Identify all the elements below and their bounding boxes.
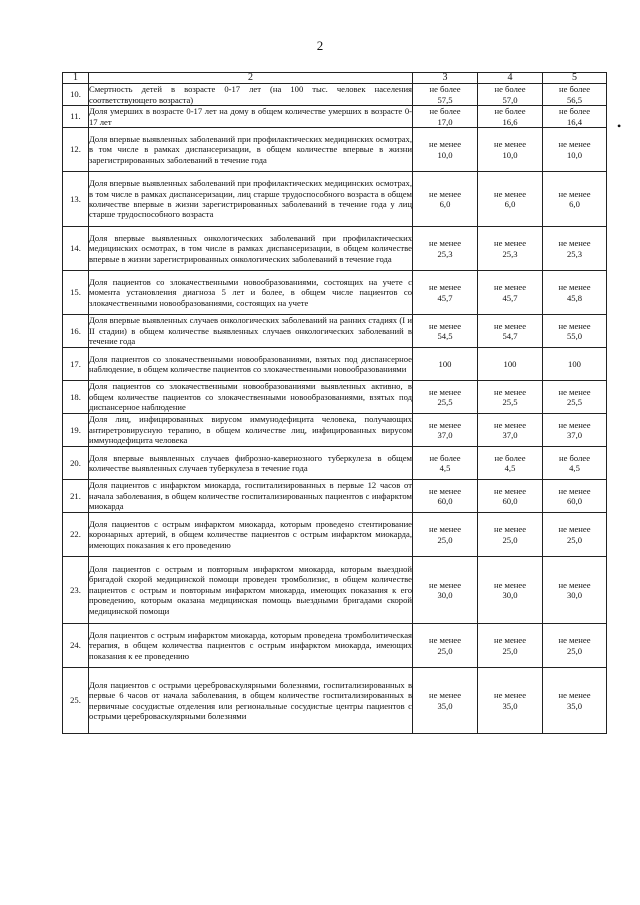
value-number: 57,5 [437, 94, 453, 105]
indicator-value-3 [413, 480, 478, 513]
value-number: 45,8 [566, 292, 583, 303]
value-number: 25,0 [437, 534, 453, 545]
row-number: 23. [63, 557, 89, 624]
value-qualifier: не более [558, 84, 591, 95]
value-number: 35,0 [566, 700, 583, 711]
indicator-value-5 [543, 557, 607, 624]
indicator-value-5 [543, 315, 607, 348]
indicator-description: Доля впервые выявленных случаев фиброзно-кавернозного туберкулеза в общем количестве выявленных случаев туберкулеза в течение года [89, 447, 413, 480]
value-qualifier: не менее [558, 282, 591, 293]
value-number: 25,5 [437, 397, 453, 407]
row-number: 11. [63, 106, 89, 128]
value-qualifier: не более [429, 452, 461, 463]
value-number: 25,0 [502, 534, 518, 545]
value-number: 37,0 [566, 430, 583, 440]
indicator-value-3 [413, 172, 478, 227]
value-qualifier: не менее [428, 579, 462, 590]
row-number: 10. [63, 84, 89, 106]
indicator-description: Доля впервые выявленных заболеваний при профилактических медицинских осмотрах, в том числе в рамках диспансеризации, в общем количестве впервые в жизни зарегистрированных заболеваний в течение года [89, 128, 413, 172]
table-row [63, 557, 607, 624]
indicator-value-4 [478, 414, 543, 447]
value-qualifier: не менее [558, 579, 591, 590]
row-number: 17. [63, 348, 89, 381]
indicator-value-3 [413, 381, 478, 414]
indicator-value-3 [413, 513, 478, 557]
value-number: 4,5 [439, 463, 451, 473]
row-number: 21. [63, 480, 89, 513]
header-cell: 3 [413, 73, 478, 84]
indicator-description: Доля умерших в возрасте 0-17 лет на дому в общем количестве умерших в возрасте 0-17 лет [89, 106, 412, 127]
value-number: 100 [503, 358, 517, 369]
value-number: 100 [438, 358, 452, 369]
indicator-value-3 [413, 624, 478, 668]
indicator-value-3 [413, 128, 478, 172]
value-number: 25,0 [437, 645, 453, 656]
indicator-value-5 [543, 271, 607, 315]
value-number: 55,0 [566, 331, 583, 341]
value-qualifier: не менее [493, 690, 527, 701]
value-qualifier: не менее [558, 524, 591, 535]
value-qualifier: не менее [493, 188, 527, 199]
value-qualifier: не менее [558, 635, 591, 646]
indicator-value-4 [478, 348, 543, 381]
value-number: 4,5 [504, 463, 516, 473]
table-row [63, 227, 607, 271]
value-number: 17,0 [437, 116, 453, 127]
value-qualifier: не менее [428, 690, 462, 701]
indicator-value-4 [478, 557, 543, 624]
indicator-value-5 [543, 624, 607, 668]
indicator-value-4 [478, 668, 543, 734]
value-qualifier: не менее [428, 139, 462, 150]
indicator-value-3 [413, 557, 478, 624]
value-qualifier: не менее [428, 485, 462, 496]
indicator-value-4 [478, 513, 543, 557]
value-qualifier: не менее [428, 282, 462, 293]
value-number: 57,0 [502, 94, 518, 105]
table-row [63, 271, 607, 315]
indicator-value-3 [413, 414, 478, 447]
indicator-description: Доля пациентов со злокачественными новообразованиями, взятых под диспансерное наблюдение, в общем количестве пациентов со злокачественными новообразованиями [89, 348, 413, 381]
value-qualifier: не менее [428, 188, 462, 199]
value-qualifier: не менее [493, 139, 527, 150]
table-row [63, 172, 607, 227]
indicator-value-4 [478, 84, 543, 106]
indicator-value-4 [478, 447, 543, 480]
indicator-value-5 [543, 447, 607, 480]
table-row [63, 414, 607, 447]
value-qualifier: не менее [428, 386, 462, 397]
indicator-value-5 [543, 348, 607, 381]
indicator-value-3 [413, 447, 478, 480]
value-qualifier: не менее [428, 635, 462, 646]
indicator-value-4 [478, 624, 543, 668]
margin-mark: • [617, 119, 622, 133]
indicator-description: Доля лиц, инфицированных вирусом иммунодефицита человека, получающих антиретровирусную терапию, в общем количестве лиц, инфицированных вирусом иммунодефицита человека [89, 414, 412, 446]
table-row [63, 480, 607, 513]
value-qualifier: не менее [558, 690, 591, 701]
value-number: 25,0 [566, 534, 583, 545]
indicator-description: Доля пациентов с острым и повторным инфарктом миокарда, которым выездной бригадой скорой медицинской помощи проведен тромболизис, в общем количестве пациентов с острым и повторным инфарктом миокарда, имеющих показания к его проведению, которым оказана медицинская помощь выездными бригадами скорой медицинской помощи [89, 557, 413, 624]
value-number: 30,0 [502, 590, 518, 600]
value-number: 35,0 [502, 700, 518, 711]
header-cell: 1 [63, 73, 89, 84]
row-number: 25. [63, 668, 89, 734]
value-number: 10,0 [437, 149, 453, 160]
value-number: 16,6 [502, 116, 518, 127]
row-number: 15. [63, 271, 89, 315]
value-number: 54,5 [437, 331, 453, 341]
value-qualifier: не более [429, 106, 461, 117]
value-qualifier: не менее [428, 524, 462, 535]
value-number: 45,7 [437, 292, 453, 303]
value-number: 60,0 [502, 496, 518, 506]
value-number: 10,0 [502, 149, 518, 160]
value-qualifier: не менее [428, 320, 462, 331]
value-qualifier: не менее [558, 139, 591, 150]
indicator-value-3 [413, 348, 478, 381]
value-qualifier: не менее [493, 524, 527, 535]
table-row [63, 128, 607, 172]
value-number: 4,5 [569, 463, 580, 473]
value-number: 25,0 [502, 645, 518, 656]
indicator-value-5 [543, 172, 607, 227]
indicator-value-5 [543, 414, 607, 447]
indicator-description: Доля пациентов со злокачественными новообразованиями выявленных активно, в общем количестве пациентов со злокачественными новообразованиями, взятых под диспансерное наблюдение [89, 381, 412, 413]
value-number: 6,0 [504, 199, 516, 209]
indicator-value-5 [543, 227, 607, 271]
indicator-value-3 [413, 668, 478, 734]
value-qualifier: не менее [493, 419, 527, 430]
row-number: 22. [63, 513, 89, 557]
value-qualifier: не менее [558, 188, 591, 199]
indicator-description: Доля впервые выявленных случаев онкологических заболеваний на ранних стадиях (I и II стадии) в общем количестве выявленных случаев онкологических заболеваний в течение года [89, 315, 412, 347]
value-number: 6,0 [439, 199, 451, 209]
indicator-value-5 [543, 513, 607, 557]
value-number: 37,0 [437, 430, 453, 440]
value-number: 16,4 [566, 116, 583, 127]
value-number: 25,3 [502, 248, 518, 259]
row-number: 19. [63, 414, 89, 447]
value-number: 35,0 [437, 700, 453, 711]
indicator-value-5 [543, 668, 607, 734]
indicator-value-5 [543, 381, 607, 414]
indicator-value-3 [413, 106, 478, 128]
value-number: 25,3 [566, 248, 583, 259]
indicator-description: Доля впервые выявленных заболеваний при профилактических медицинских осмотрах, в том числе в рамках диспансеризации, лиц старше трудоспособного возраста в общем количестве впервые в жизни зарегистрированных заболеваний в течение года у лиц старше трудоспособного возраста [89, 172, 413, 227]
indicator-value-5 [543, 106, 607, 128]
indicator-value-5 [543, 128, 607, 172]
value-qualifier: не менее [558, 386, 591, 397]
table-row [63, 447, 607, 480]
indicator-description: Доля пациентов с инфарктом миокарда, госпитализированных в первые 12 часов от начала заболевания, в общем количестве госпитализированных пациентов с инфарктом миокарда [89, 480, 412, 512]
indicator-description: Доля пациентов со злокачественными новообразованиями, состоящих на учете с момента установления диагноза 5 лет и более, в общем числе пациентов со злокачественными новообразованиями, состоящих на учете [89, 271, 413, 315]
value-qualifier: не менее [493, 282, 527, 293]
value-number: 56,5 [566, 94, 583, 105]
value-qualifier: не более [558, 106, 591, 117]
value-qualifier: не менее [493, 579, 527, 590]
row-number: 14. [63, 227, 89, 271]
value-number: 37,0 [502, 430, 518, 440]
header-cell: 2 [89, 73, 413, 84]
row-number: 24. [63, 624, 89, 668]
row-number: 12. [63, 128, 89, 172]
value-number: 30,0 [437, 590, 453, 600]
value-qualifier: не более [429, 84, 461, 95]
row-number: 16. [63, 315, 89, 348]
value-qualifier: не менее [493, 238, 527, 249]
indicator-value-4 [478, 172, 543, 227]
value-qualifier: не менее [558, 485, 591, 496]
indicator-description: Доля впервые выявленных онкологических заболеваний при профилактических медицинских осмотрах, в том числе в рамках диспансеризации, в общем количестве впервые в жизни зарегистрированных онкологических заболеваний в течение года [89, 227, 413, 271]
header-row [63, 73, 607, 84]
value-number: 25,3 [437, 248, 453, 259]
indicator-value-4 [478, 227, 543, 271]
indicator-value-5 [543, 480, 607, 513]
value-qualifier: не менее [428, 238, 462, 249]
table-row [63, 315, 607, 348]
table-row [63, 668, 607, 734]
table-row [63, 84, 607, 106]
indicator-value-4 [478, 271, 543, 315]
indicator-value-3 [413, 271, 478, 315]
value-number: 54,7 [502, 331, 518, 341]
value-number: 60,0 [566, 496, 583, 506]
value-number: 30,0 [566, 590, 583, 600]
header-cell: 4 [478, 73, 543, 84]
value-qualifier: не более [494, 452, 526, 463]
indicator-value-3 [413, 315, 478, 348]
value-qualifier: не менее [428, 419, 462, 430]
value-qualifier: не менее [493, 635, 527, 646]
page-number: 2 [316, 38, 324, 53]
row-number: 20. [63, 447, 89, 480]
indicator-value-4 [478, 128, 543, 172]
indicator-description: Смертность детей в возрасте 0-17 лет (на 100 тыс. человек населения соответствующего возраста) [89, 84, 412, 105]
value-qualifier: не более [494, 84, 526, 95]
value-qualifier: не менее [493, 485, 527, 496]
value-qualifier: не более [494, 106, 526, 117]
value-qualifier: не менее [558, 320, 591, 331]
value-number: 45,7 [502, 292, 518, 303]
value-number: 6,0 [569, 199, 580, 209]
indicator-value-3 [413, 84, 478, 106]
table-row [63, 381, 607, 414]
value-number: 25,5 [566, 397, 583, 407]
indicator-value-4 [478, 106, 543, 128]
table-row [63, 513, 607, 557]
value-number: 25,5 [502, 397, 518, 407]
indicator-description: Доля пациентов с острыми цереброваскулярными болезнями, госпитализированных в первые 6 часов от начала заболевания, в общем количестве госпитализированных в первичные сосудистые отделения или региональные сосудистые центры пациентов с острыми цереброваскулярными болезнями [89, 668, 413, 734]
indicator-value-4 [478, 315, 543, 348]
indicator-value-3 [413, 227, 478, 271]
indicator-value-4 [478, 381, 543, 414]
value-qualifier: не менее [493, 386, 527, 397]
indicator-value-4 [478, 480, 543, 513]
value-number: 25,0 [566, 645, 583, 656]
value-qualifier: не менее [558, 419, 591, 430]
value-number: 100 [568, 358, 581, 369]
row-number: 18. [63, 381, 89, 414]
indicator-value-5 [543, 84, 607, 106]
value-number: 10,0 [566, 149, 583, 160]
indicators-table [62, 72, 607, 734]
value-qualifier: не менее [493, 320, 527, 331]
table-row [63, 624, 607, 668]
value-number: 60,0 [437, 496, 453, 506]
header-cell: 5 [543, 73, 607, 84]
indicator-description: Доля пациентов с острым инфарктом миокарда, которым проведена тромболитическая терапия, в общем количества пациентов с острым инфарктом миокарда, имеющих показания к ее проведению [89, 624, 413, 668]
indicator-description: Доля пациентов с острым инфарктом миокарда, которым проведено стентирование коронарных артерий, в общем количестве пациентов с острым инфарктом миокарда, имеющих показания к его проведению [89, 513, 413, 557]
table-row [63, 348, 607, 381]
row-number: 13. [63, 172, 89, 227]
table-row [63, 106, 607, 128]
value-qualifier: не более [558, 452, 591, 463]
value-qualifier: не менее [558, 238, 591, 249]
